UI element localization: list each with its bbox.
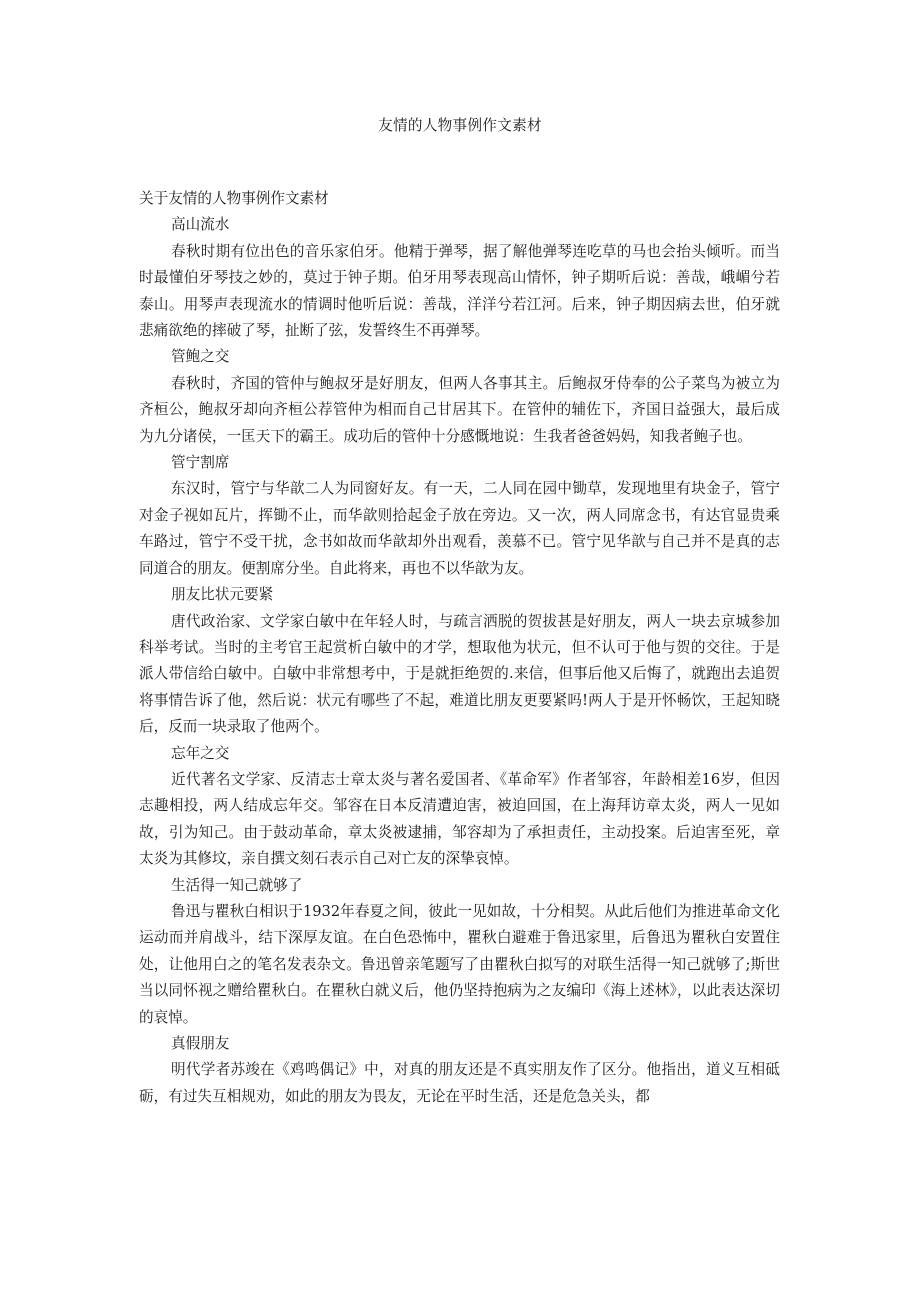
section-heading: 忘年之交 [171, 744, 230, 762]
section-heading: 朋友比状元要紧 [171, 586, 274, 604]
section-paragraph: 明代学者苏竣在《鸡鸣偶记》中，对真的朋友还是不真实朋友作了区分。他指出，道义互相砥砺，有过失互相规劝，如此的朋友为畏友，无论在平时生活，还是危急关头，都 [139, 1061, 780, 1105]
section-paragraph: 唐代政治家、文学家白敏中在年轻人时，与疏言洒脱的贺拔甚是好朋友，两人一块去京城参加科举考试。当时的主考官王起赏析白敏中的才学，想取他为状元，但不认可于他与贺的交往。于是派人带信给白敏中。白敏中非常想考中，于是就拒绝贺的.来信，但事后他又后悔了，就跑出去追贺将事情告诉了他，然后说：状元有哪些了不起，难道比朋友更要紧吗!两人于是开怀畅饮，王起知晓后，反而一块录取了他两个。 [139, 612, 780, 736]
section-heading: 管鲍之交 [171, 348, 230, 366]
document-body [139, 186, 780, 1110]
section-heading: 高山流水 [171, 216, 230, 234]
section-heading: 真假朋友 [171, 1035, 230, 1052]
document-title: 友情的人物事例作文素材 [378, 117, 542, 134]
intro-line: 关于友情的人物事例作文素材 [139, 190, 329, 207]
section-paragraph: 东汉时，管宁与华歆二人为同窗好友。有一天，二人同在园中锄草，发现地里有块金子，管宁对金子视如瓦片，挥锄不止，而华歆则拾起金子放在旁边。又一次，两人同席念书，有达官显贵乘车路过，管宁不受干扰，念书如故而华歆却外出观看，羡慕不已。管宁见华歆与自己并不是真的志同道合的朋友。便割席分坐。自此将来，再也不以华歆为友。 [139, 480, 780, 577]
section-heading: 生活得一知己就够了 [171, 876, 303, 894]
section-paragraph: 鲁迅与瞿秋白相识于1932年春夏之间，彼此一见如故，十分相契。从此后他们为推进革命文化运动而并肩战斗，结下深厚友谊。在白色恐怖中，瞿秋白避难于鲁迅家里，后鲁迅为瞿秋白安置住处，让他用白之的笔名发表杂文。鲁迅曾亲笔题写了由瞿秋白拟写的对联生活得一知己就够了;斯世当以同怀视之赠给瞿秋白。在瞿秋白就义后，他仍坚持抱病为之友编印《海上述林》，以此表达深切的哀悼。 [139, 902, 780, 1026]
section-heading: 管宁割席 [171, 454, 230, 472]
section-paragraph: 春秋时，齐国的管仲与鲍叔牙是好朋友，但两人各事其主。后鲍叔牙侍奉的公子菜鸟为被立为齐桓公，鲍叔牙却向齐桓公荐管仲为相而自己甘居其下。在管仲的辅佐下，齐国日益强大，最后成为九分诸侯，一匡天下的霸王。成功后的管仲十分感慨地说：生我者爸爸妈妈，知我者鲍子也。 [139, 374, 780, 445]
section-paragraph: 春秋时期有位出色的音乐家伯牙。他精于弹琴，据了解他弹琴连吃草的马也会抬头倾听。而当时最懂伯牙琴技之妙的，莫过于钟子期。伯牙用琴表现高山情怀，钟子期听后说：善哉，峨嵋兮若泰山。用琴声表现流水的情调时他听后说：善哉，洋洋兮若江河。后来，钟子期因病去世，伯牙就悲痛欲绝的摔破了琴，扯断了弦，发誓终生不再弹琴。 [139, 242, 780, 340]
section-paragraph: 近代著名文学家、反清志士章太炎与著名爱国者、《革命军》作者邹容，年龄相差16岁，但因志趣相投，两人结成忘年交。邹容在日本反清遭迫害，被迫回国，在上海拜访章太炎，两人一见如故，引为知己。由于鼓动革命，章太炎被逮捕，邹容却为了承担责任，主动投案。后迫害至死，章太炎为其修坟，亲自撰文刻石表示自己对亡友的深挚哀悼。 [139, 770, 780, 868]
